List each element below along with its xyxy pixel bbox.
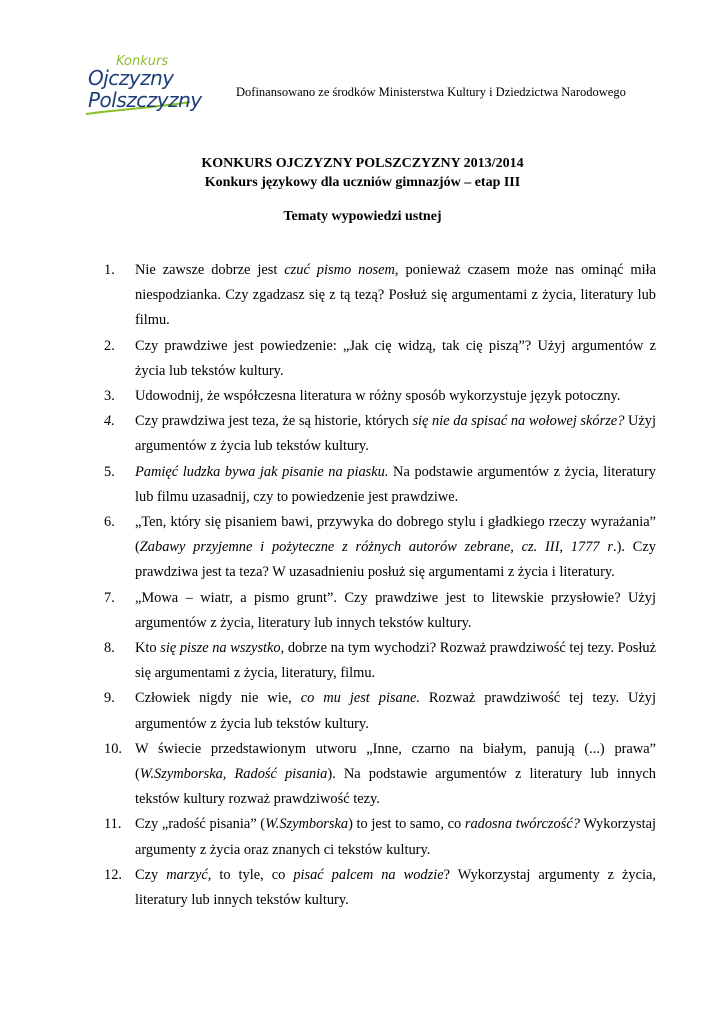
italic-phrase: czuć pismo nosem — [284, 262, 395, 278]
text-run: , dobrze na tym wychodzi? Rozważ prawdziwość tej tezy. Posłuż się argumentami z życia, literatury, filmu. — [135, 640, 656, 682]
list-item-text — [135, 863, 656, 913]
document-title: KONKURS OJCZYZNY POLSZCZYZNY 2013/2014 — [201, 156, 524, 171]
funding-note: Dofinansowano ze środków Ministerstwa Kultury i Dziedzictwa Narodowego — [236, 85, 626, 99]
italic-phrase: marzyć — [166, 866, 208, 883]
list-item-number: 8. — [104, 640, 115, 657]
logo-small-text: Konkurs — [116, 54, 169, 69]
text-run: Czy prawdziwa jest teza, że są historie, których — [135, 413, 413, 430]
list-item — [104, 737, 656, 813]
list-item-text — [135, 636, 656, 686]
text-run: , ponieważ czasem może nas ominąć miła niespodzianka. Czy zgadzasz się z tą tezą? Posłuż się argumentami z życia, literatury lub filmu. — [135, 262, 656, 329]
text-run: ? Wykorzystaj argumenty z życia, literatury lub innych tekstów kultury. — [135, 866, 657, 909]
italic-phrase: się pisze na wszystko — [160, 640, 281, 657]
italic-phrase: W.Szymborska — [265, 816, 349, 833]
list-item-text — [135, 460, 656, 510]
list-item-number: 1. — [104, 262, 115, 278]
italic-phrase: co mu jest pisane. — [300, 690, 420, 707]
list-item-number: 2. — [104, 337, 115, 354]
list-item-number: 3. — [104, 388, 115, 405]
list-item-text — [135, 737, 656, 813]
list-item — [104, 258, 656, 334]
list-item-text — [135, 384, 656, 409]
list-item-number: 11. — [104, 816, 122, 833]
list-item — [104, 636, 656, 686]
list-item — [104, 409, 656, 459]
list-item — [104, 460, 656, 510]
list-item — [104, 863, 656, 913]
italic-phrase: pisać palcem na wodzie — [293, 866, 444, 883]
text-run: Udowodnij, że współczesna literatura w różny sposób wykorzystuje język potoczny. — [135, 388, 621, 405]
italic-phrase: Zabawy przyjemne i pożyteczne z różnych autorów zebrane, cz. III, 1777 r — [139, 539, 613, 556]
italic-phrase: Pamięć ludzka bywa jak pisanie na piasku. — [135, 463, 389, 480]
list-item — [104, 686, 656, 736]
list-item — [104, 812, 656, 862]
list-item-number: 4. — [104, 413, 115, 430]
list-item-number: 6. — [104, 514, 115, 531]
list-item-text — [135, 510, 656, 586]
text-run: Czy — [135, 866, 167, 883]
list-item-number: 10. — [104, 740, 122, 757]
text-run: „Ten, który się pisaniem bawi, przywyka do dobrego stylu i gładkiego rzeczy wyrażania” ( — [135, 514, 656, 556]
text-run: Użyj argumentów z życia lub tekstów kultury. — [135, 413, 656, 455]
list-item-number: 9. — [104, 690, 115, 707]
logo-line-1: Ojczyzny — [88, 66, 174, 90]
list-item-text — [135, 334, 656, 384]
italic-phrase: W.Szymborska, Radość pisania — [139, 766, 328, 783]
text-run: Czy „radość pisania” ( — [135, 816, 266, 833]
topic-list — [104, 258, 656, 913]
text-run: Kto — [135, 640, 161, 657]
text-run: Człowiek nigdy nie wie, — [135, 690, 301, 707]
list-item-number: 12. — [104, 866, 122, 883]
list-item-text — [135, 258, 656, 334]
document-subtitle: Konkurs językowy dla uczniów gimnazjów – etap III — [204, 175, 521, 190]
text-run: Rozważ prawdziwość tej tezy. Użyj argumentów z życia lub tekstów kultury. — [135, 690, 656, 732]
text-run: ) to jest to samo, co — [348, 816, 465, 833]
text-run: Nie zawsze dobrze jest — [135, 262, 285, 278]
list-item — [104, 334, 656, 384]
text-run: Na podstawie argumentów z życia, literatury lub filmu uzasadnij, czy to powiedzenie jest prawdziwe. — [135, 463, 656, 505]
text-run: „Mowa – wiatr, a pismo grunt”. Czy prawdziwe jest to litewskie przysłowie? Użyj argumentów z życia, literatury lub innych tekstów kultury. — [135, 589, 656, 631]
list-item-text — [135, 812, 656, 862]
list-item-text — [135, 686, 656, 736]
text-run: W świecie przedstawionym utworu „Inne, czarno na białym, panują (...) prawa” ( — [135, 740, 656, 783]
italic-phrase: się nie da spisać na wołowej skórze? — [412, 413, 625, 430]
text-run: Wykorzystaj argumenty z życia oraz znanych ci tekstów kultury. — [135, 816, 656, 858]
list-item — [104, 510, 656, 586]
list-item — [104, 586, 656, 636]
text-run: .). Czy prawdziwa jest ta teza? W uzasadnieniu posłuż się argumentami z życia i literatury. — [135, 539, 656, 581]
text-run: Czy prawdziwe jest powiedzenie: „Jak cię widzą, tak cię piszą”? Użyj argumentów z życia lub tekstów kultury. — [135, 337, 656, 379]
list-item-text — [135, 409, 656, 459]
text-run: ). Na podstawie argumentów z literatury lub innych tekstów kultury rozważ prawdziwość tezy. — [135, 766, 656, 808]
contest-logo — [82, 54, 202, 118]
logo-line-2: Polszczyzny — [88, 88, 202, 112]
italic-phrase: radosna twórczość? — [464, 816, 580, 833]
section-heading: Tematy wypowiedzi ustnej — [283, 209, 442, 224]
list-item-text — [135, 586, 656, 636]
list-item — [104, 384, 656, 409]
text-run: , to tyle, co — [207, 866, 294, 883]
list-item-number: 7. — [104, 589, 115, 606]
list-item-number: 5. — [104, 463, 115, 480]
